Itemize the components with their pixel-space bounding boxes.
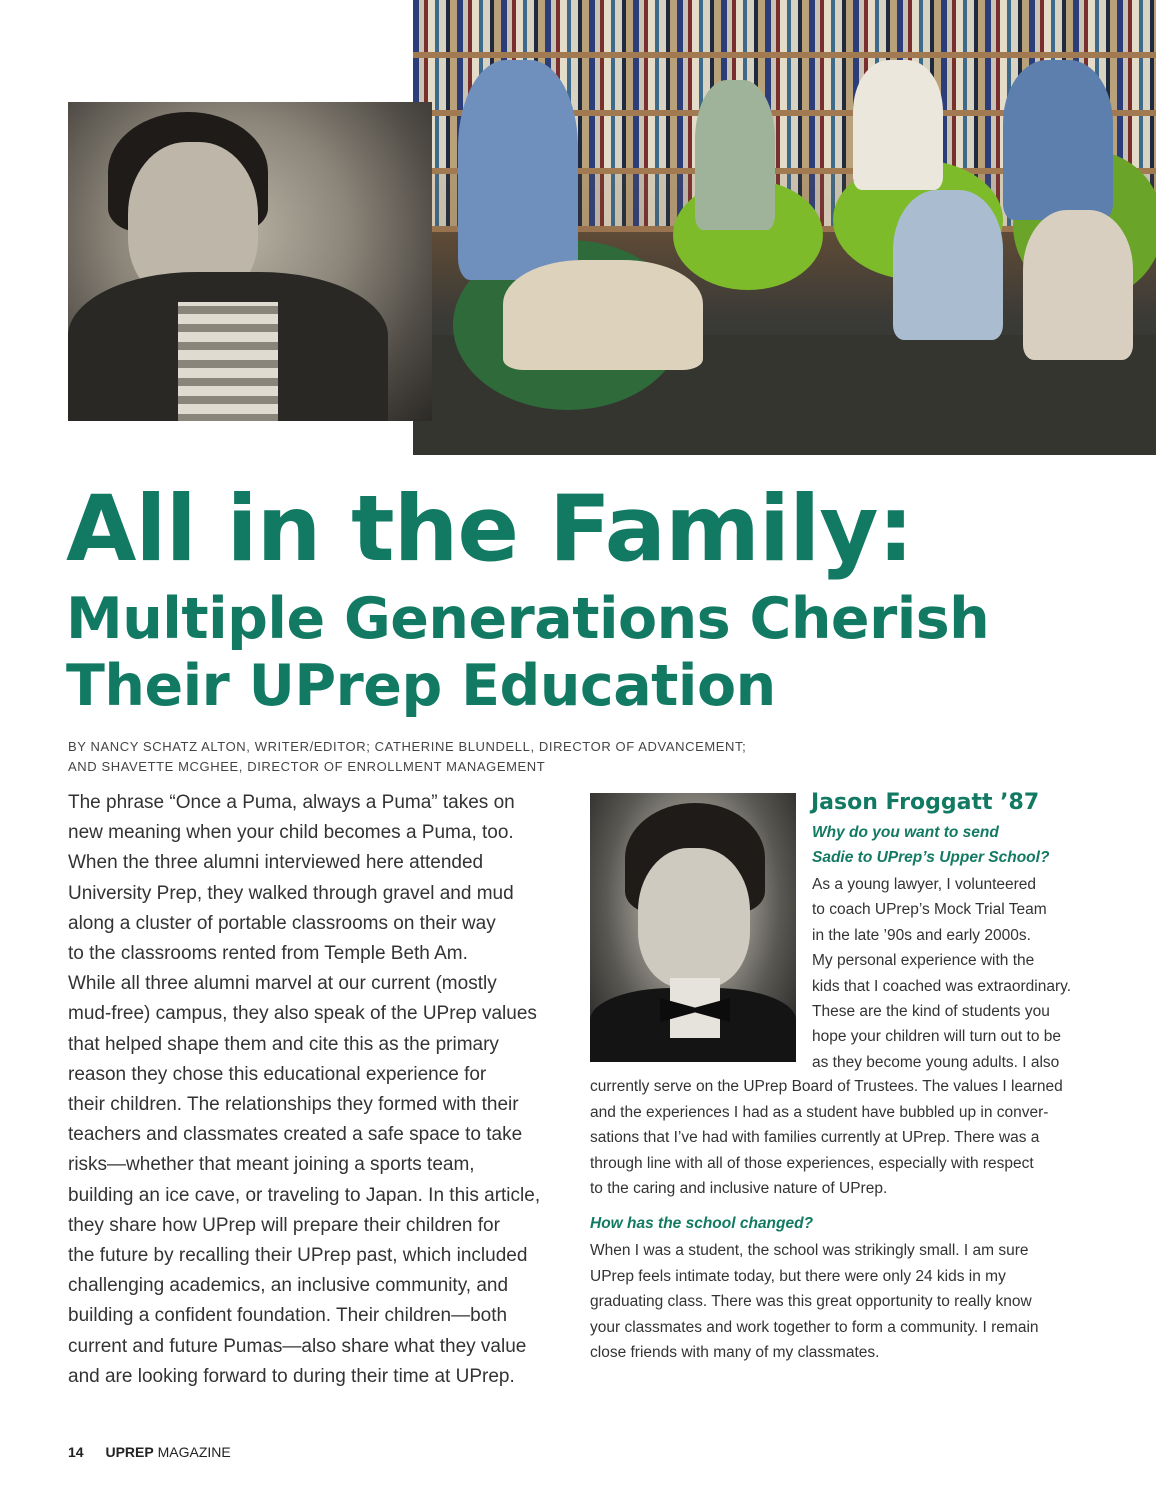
intro-line: they share how UPrep will prepare their children for [68, 1214, 500, 1236]
profile-question-2: How has the school changed? [590, 1215, 814, 1232]
answer-line: close friends with many of my classmates. [590, 1344, 880, 1362]
magazine-section: MAGAZINE [157, 1444, 231, 1460]
intro-line: teachers and classmates created a safe space to take [68, 1124, 523, 1146]
answer-line: through line with all of those experiences, especially with respect [590, 1154, 1034, 1172]
answer-line: As a young lawyer, I volunteered [812, 876, 1037, 893]
intro-line: building an ice cave, or traveling to Japan. In this article, [68, 1184, 541, 1206]
article-subtitle: Multiple Generations Cherish Their UPrep Education [66, 586, 990, 719]
answer-line: as they become young adults. I also [812, 1053, 1060, 1071]
profile-answer-1-full [590, 1074, 1090, 1202]
intro-line: reason they chose this educational experience for [68, 1063, 487, 1085]
answer-line: My personal experience with the [812, 952, 1035, 970]
question-line: Why do you want to send [812, 824, 999, 841]
intro-line: mud-free) campus, they also speak of the UPrep values [68, 1003, 537, 1025]
magazine-brand: UPREP [105, 1444, 154, 1460]
answer-line: kids that I coached was extraordinary. [812, 977, 1072, 995]
answer-line: your classmates and work together to form a community. I remain [590, 1318, 1039, 1336]
answer-line: in the late ’90s and early 2000s. [812, 926, 1031, 944]
intro-line: When the three alumni interviewed here attended [68, 852, 484, 874]
intro-line: building a confident foundation. Their children—both [68, 1305, 508, 1327]
intro-line: to the classrooms rented from Temple Beth Am. [68, 943, 468, 965]
intro-line: new meaning when your child becomes a Puma, too. [68, 822, 514, 844]
profile-answer-1-wrap [812, 872, 1102, 1075]
intro-line: that helped shape them and cite this as the primary [68, 1033, 499, 1055]
intro-line: along a cluster of portable classrooms on their way [68, 912, 496, 934]
jason-froggatt-portrait [590, 793, 796, 1062]
answer-line: graduating class. There was this great opportunity to really know [590, 1293, 1032, 1311]
family-library-photo [413, 0, 1156, 455]
intro-line: While all three alumni marvel at our current (mostly [68, 973, 497, 995]
answer-line: to coach UPrep’s Mock Trial Team [812, 901, 1047, 919]
answer-line: These are the kind of students you [812, 1003, 1050, 1021]
article-title: All in the Family: [66, 477, 913, 582]
byline-line: AND SHAVETTE MCGHEE, DIRECTOR OF ENROLLMENT MANAGEMENT [68, 759, 546, 774]
intro-line: University Prep, they walked through gravel and mud [68, 882, 514, 904]
profile-question-1 [812, 820, 1092, 870]
profile-name: Jason Froggatt ’87 [811, 790, 1040, 815]
answer-line: UPrep feels intimate today, but there were only 24 kids in my [590, 1267, 1006, 1285]
byline-line: BY NANCY SCHATZ ALTON, WRITER/EDITOR; CATHERINE BLUNDELL, DIRECTOR OF ADVANCEMENT; [68, 739, 747, 754]
intro-paragraph [68, 788, 568, 1392]
answer-line: currently serve on the UPrep Board of Trustees. The values I learned [590, 1078, 1063, 1095]
byline [68, 737, 868, 777]
vintage-yearbook-photo [68, 102, 432, 421]
intro-line: their children. The relationships they formed with their [68, 1094, 519, 1116]
answer-line: When I was a student, the school was strikingly small. I am sure [590, 1242, 1029, 1259]
question-line: Sadie to UPrep’s Upper School? [812, 849, 1050, 866]
intro-line: the future by recalling their UPrep past, which included [68, 1245, 528, 1267]
answer-line: to the caring and inclusive nature of UPrep. [590, 1180, 888, 1198]
page-footer [68, 1442, 231, 1462]
intro-line: risks—whether that meant joining a sports team, [68, 1154, 475, 1176]
intro-line: The phrase “Once a Puma, always a Puma” takes on [68, 792, 515, 813]
answer-line: sations that I’ve had with families currently at UPrep. There was a [590, 1129, 1040, 1147]
profile-answer-2 [590, 1238, 1090, 1366]
page-number: 14 [68, 1444, 84, 1460]
intro-line: and are looking forward to during their time at UPrep. [68, 1365, 515, 1387]
intro-line: challenging academics, an inclusive community, and [68, 1275, 509, 1297]
intro-line: current and future Pumas—also share what they value [68, 1335, 527, 1357]
answer-line: and the experiences I had as a student have bubbled up in conver- [590, 1103, 1049, 1121]
answer-line: hope your children will turn out to be [812, 1028, 1062, 1046]
